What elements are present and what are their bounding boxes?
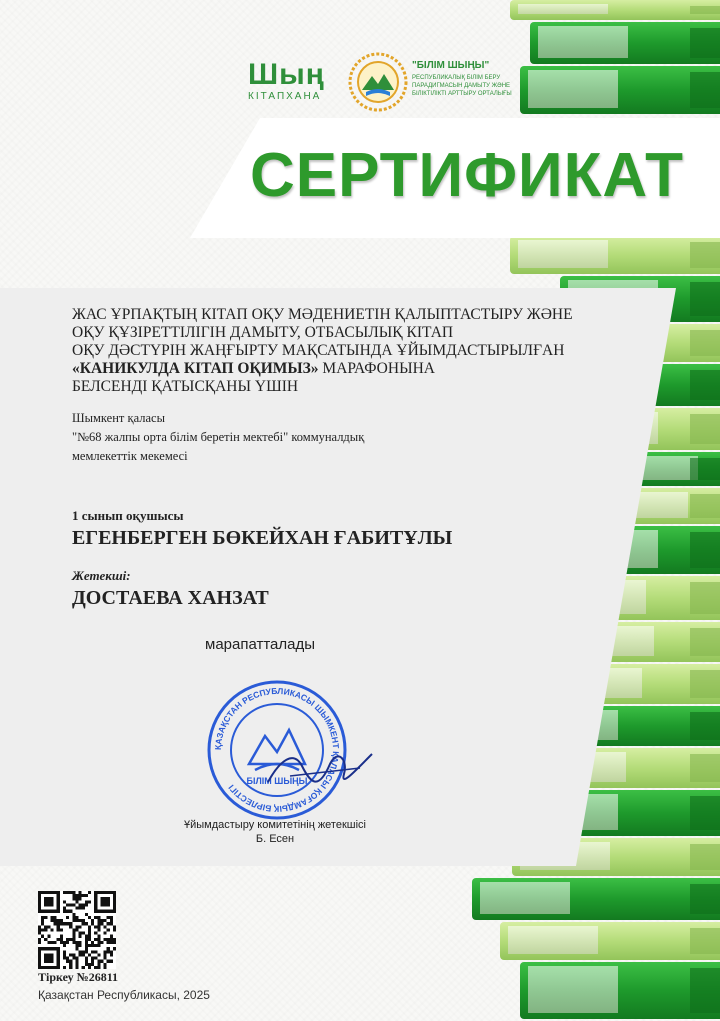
book-pages	[508, 926, 598, 954]
book-pages	[518, 4, 608, 14]
intro-event-line	[72, 360, 632, 378]
signer-name: Б. Есен	[255, 833, 295, 845]
book-band	[690, 282, 720, 316]
certificate-title: СЕРТИФИКАТ	[250, 141, 684, 210]
book-band	[690, 968, 720, 1013]
svg-text:БІЛІМ ШЫҢЫ: БІЛІМ ШЫҢЫ	[246, 776, 308, 786]
book-band	[690, 242, 720, 268]
book-band	[690, 712, 720, 740]
signer-role: Ұйымдастыру комитетінің жетекшісі	[184, 819, 366, 831]
book-band	[690, 844, 720, 870]
book-pages	[538, 26, 628, 58]
intro-line: ОҚУ ҚҰЗІРЕТТІЛІГІН ДАМЫТУ, ОТБАСЫЛЫҚ КІТАП	[72, 324, 454, 341]
intro-line: ОҚУ ДӘСТҮРІН ЖАҢҒЫРТУ МАҚСАТЫНДА ҰЙЫМДАСТЫРЫЛҒАН	[72, 342, 565, 359]
bilim-shyny-subtitle: РЕСПУБЛИКАЛЫҚ БІЛІМ БЕРУ ПАРАДИГМАСЫН ДАМЫТУ ЖӘНЕ БІЛІКТІЛІКТІ АРТТЫРУ ОРТАЛЫҒЫ	[412, 75, 512, 97]
school-line: мемлекеттік мекемесі	[72, 449, 188, 463]
school-line: Шымкент қаласы	[72, 411, 165, 425]
book-band	[690, 458, 720, 480]
book-band	[690, 796, 720, 830]
book-pages	[518, 240, 608, 268]
bilim-shyny-title: "БІЛІМ ШЫҢЫ"	[412, 60, 490, 71]
event-suffix: МАРАФОНЫНА	[318, 360, 435, 377]
mentor-name: ДОСТАЕВА ХАНЗАТ	[72, 587, 269, 609]
book-band	[690, 6, 720, 14]
book-band	[690, 72, 720, 108]
book-pages	[528, 966, 618, 1013]
country-year: Қазақстан Республикасы, 2025	[38, 988, 210, 1002]
book-band	[690, 670, 720, 698]
mentor-label: Жетекші:	[72, 568, 131, 583]
intro-line: ЖАС ҰРПАҚТЫҢ КІТАП ОҚУ МӘДЕНИЕТІН ҚАЛЫПТАСТЫРУ ЖӘНЕ	[72, 306, 573, 323]
book-band	[690, 754, 720, 782]
book-band	[690, 628, 720, 656]
book-band	[690, 928, 720, 954]
signature-image	[260, 730, 380, 800]
school-info	[72, 409, 472, 466]
book-band	[690, 494, 720, 518]
logo-shyn-subtext: КІТАПХАНА	[248, 91, 322, 102]
awarded-text: марапатталады	[205, 636, 316, 653]
registration-number: Тіркеу №26811	[38, 970, 119, 984]
book-band	[690, 532, 720, 568]
book-band	[690, 414, 720, 444]
book-band	[690, 884, 720, 914]
book-band	[690, 330, 720, 356]
book-pages	[480, 882, 570, 914]
logo-shyn-text: Шың	[248, 58, 325, 91]
bilim-shyny-emblem-icon	[348, 52, 408, 112]
student-name: ЕГЕНБЕРГЕН БӨКЕЙХАН ҒАБИТҰЛЫ	[72, 527, 453, 549]
qr-code[interactable]	[38, 891, 116, 969]
intro-text	[72, 306, 632, 396]
book-pages	[528, 70, 618, 108]
student-grade: 1 сынып оқушысы	[72, 508, 184, 523]
shyn-library-logo	[244, 58, 336, 104]
book-band	[690, 582, 720, 614]
event-name: «КАНИКУЛДА КІТАП ОҚИМЫЗ»	[72, 360, 319, 377]
book-band	[690, 28, 720, 58]
intro-line: БЕЛСЕНДІ ҚАТЫСҚАНЫ ҮШІН	[72, 378, 299, 395]
book-band	[690, 370, 720, 400]
school-line: "№68 жалпы орта білім беретін мектебі" коммуналдық	[72, 430, 365, 444]
stamp-ring-text: ҚАЗАҚСТАН РЕСПУБЛИКАСЫ ШЫМКЕНТ ҚАЛАСЫ ҚОҒАМДЫҚ БІРЛЕСТІГІ	[212, 685, 342, 815]
